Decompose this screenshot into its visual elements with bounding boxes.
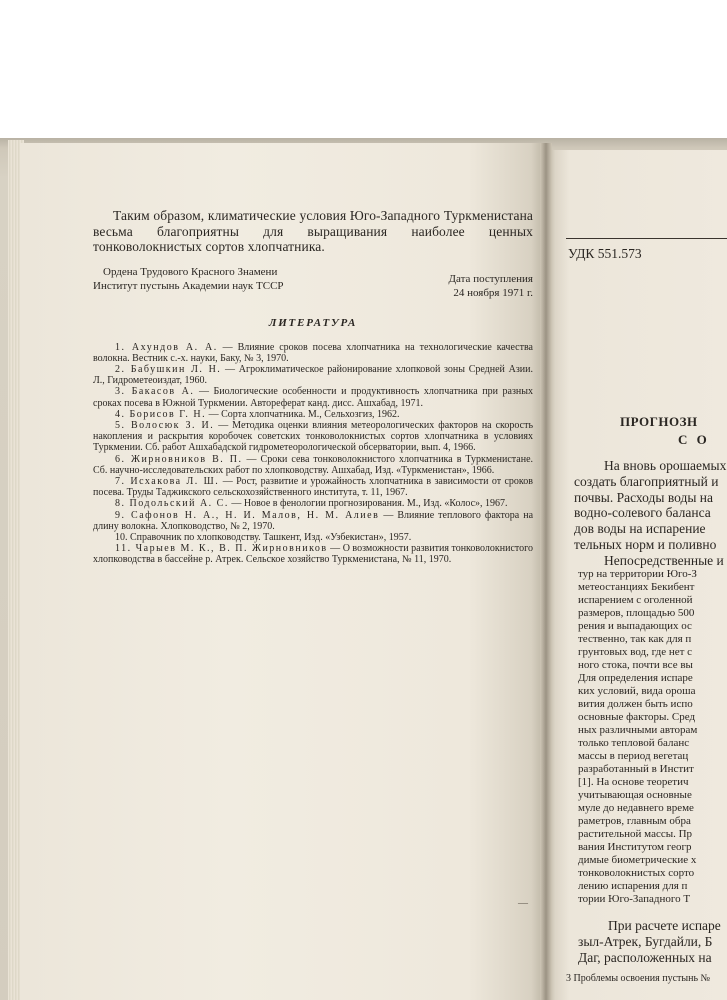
reference-item [93,364,533,386]
reference-item [93,386,533,408]
reference-text: — О возможности развития тонковолокнистого хлопководства в бассейне р. Атрек. Сельское хозяйство Туркменистана, № 11, 1970. [93,543,533,566]
reference-text: — Новое в фенологии прогнозирования. М., Изд. «Колос», 1967. [231,498,508,510]
reference-text: — Влияние теплового фактора на длину волокна. Хлопководство, № 2, 1970. [93,509,534,532]
body-line: массы в период вегетац [578,750,689,762]
header-rule [566,238,727,239]
reference-item [93,409,533,420]
reference-text: — Методика оценки влияния метеорологических факторов на скорость накопления и раскрытия коробочек советских тонковолокнистых сортов хлопчатника в условиях Туркмении. Сб. работ Ашхабадской гидрометеорологической обсерватории, вып. 4, 1966. [93,419,534,454]
reference-item [93,532,533,543]
body-line: муле до недавнего време [578,802,694,814]
right-body-small [578,568,727,906]
left-page-content [93,208,533,566]
body-line: вания Институтом геогр [578,841,692,853]
reference-author: 7. Исхакова Л. Ш. [115,475,220,487]
body-line: размеров, площадью 500 [578,607,695,619]
date-line-1: Дата поступления [448,272,533,285]
reference-text: — Сроки сева тонковолокнистого хлопчатника в Туркменистане. Сб. научно-исследовательских работ по хлопководству. Ашхабад, Изд. «Туркменистан», 1966. [93,453,534,476]
body-line: [1]. На основе теоретич [578,776,689,788]
body-line: создать благоприятный и [574,473,719,489]
reference-author: 6. Жирновников В. П. [115,453,243,465]
reference-author: 10. [115,531,128,543]
conclusion-paragraph: Таким образом, климатические условия Юго-Западного Туркменистана весьма благоприятны для выращивания наиболее ценных тонковолокнистых сортов хлопчатника. [93,208,533,254]
reference-item [93,342,533,364]
reference-item [93,510,533,532]
body-line: тественно, так как для п [578,633,692,645]
reference-item [93,498,533,509]
body-line: грунтовых вод, где нет с [578,646,693,658]
reference-author: 8. Подольский А. С. [115,498,229,510]
body-line: основные факторы. Сред [578,711,696,723]
reference-text: — Биологические особенности и продуктивность хлопчатника при разных сроках посева в Южной Туркмении. Автореферат канд. дисс. Ашхабад, 1971. [93,386,534,409]
reference-author: 4. Борисов Г. Н. [115,408,207,420]
body-line: почвы. Расходы воды на [574,489,714,505]
body-line: димые биометрические х [578,854,697,866]
reference-text: — Агроклиматическое районирование хлопковой зоны Средней Азии. Л., Гидрометеоиздат, 1960. [93,363,533,387]
article-title-line-1: ПРОГНОЗН [620,414,698,429]
reference-author: 9. Сафонов Н. А., Н. И. Малов, Н. М. Алиев [115,509,380,521]
right-footer: 3 Проблемы освоения пустынь № [566,973,711,984]
body-line: ного стока, почти все вы [578,659,693,671]
body-line: тельных норм и поливно [574,536,717,552]
spine-mark: — [518,898,528,909]
body-line: разработанный в Инстит [578,763,694,775]
reference-text: — Сорта хлопчатника. М., Сельхозгиз, 1962. [208,408,400,420]
body-line: метеостанциях Бекибент [578,581,695,593]
body-line: ных различными авторам [578,724,698,736]
body-line: При расчете испаре [608,918,721,933]
reference-author: 3. Бакасов А. [115,386,195,398]
body-line: только тепловой баланс [578,737,690,749]
reference-item [93,476,533,498]
right-body-end [578,918,727,965]
right-body [574,458,727,569]
body-line: На вновь орошаемых [604,458,727,473]
body-line: тории Юго-Западного Т [578,893,691,905]
reference-text: Справочник по хлопководству. Ташкент, Изд. «Узбекистан», 1957. [130,531,412,543]
body-line: водно-солевого баланса [574,505,711,521]
body-line: вития должен быть испо [578,698,693,710]
reference-list [93,342,533,566]
body-line: лению испарения для п [578,880,688,892]
body-line: рения и выпадающих ос [578,620,692,632]
body-line: растительной массы. Пр [578,828,693,840]
reference-item [93,543,533,565]
body-line: раметров, главным обра [578,815,691,827]
org-line-1: Ордена Трудового Красного Знамени [103,265,278,278]
body-line: тур на территории Юго-З [578,568,697,580]
reference-author: 2. Бабушкин Л. Н. [115,363,222,375]
submission-block [93,265,533,307]
reference-author: 5. Волосюк З. И. [115,419,215,431]
reference-text: — Влияние сроков посева хлопчатника на технологические качества волокна. Вестник с.-х. науки, Баку, № 3, 1970. [93,341,533,364]
body-line: Непосредственные и [604,552,724,568]
body-line: зыл-Атрек, Бугдайли, Б [578,933,713,949]
body-line: учитывающая основные [578,789,692,801]
reference-item [93,454,533,476]
literature-title: ЛИТЕРАТУРА [268,316,358,329]
body-line: ких условий, вида ороша [578,685,696,697]
org-line-2: Институт пустынь Академии наук ТССР [93,279,284,292]
reference-item [93,420,533,454]
reference-author: 11. Чарыев М. К., В. П. Жирновников [115,543,328,555]
reference-author: 1. Ахундов А. А. [115,341,218,353]
reference-text: — Рост, развитие и урожайность хлопчатника в зависимости от сроков посева. Труды Таджикского сельскохозяйственного института, т. 11, 1967. [93,475,533,499]
article-title-line-2: С О [678,432,710,447]
body-line: тонковолокнистых сорто [578,867,695,879]
udk-code: УДК 551.573 [568,246,642,261]
body-line: Даг, расположенных на [578,949,712,965]
book-gutter [540,143,552,1000]
date-line-2: 24 ноября 1971 г. [453,286,533,299]
body-line: Для определения испаре [578,672,693,684]
body-line: дов воды на испарение [574,521,706,537]
body-line: испарением с оголенной [578,594,693,606]
